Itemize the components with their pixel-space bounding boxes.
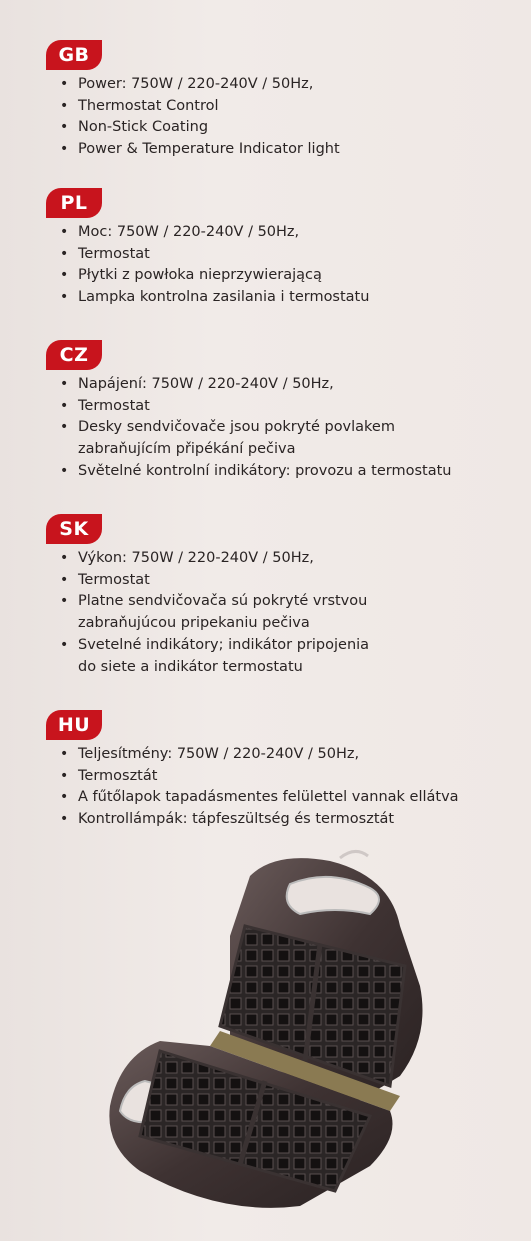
list-item: • Płytki z powłoka nieprzywierającą [60,265,520,287]
list-item: • Světelné kontrolní indikátory: provozu a termostatu [60,461,520,483]
language-badge-sk: SK [46,514,102,544]
feature-list-sk [60,548,520,678]
feature-list-gb [60,74,520,161]
feature-list-pl [60,222,520,309]
feature-list-hu [60,744,520,831]
list-item: • Non-Stick Coating [60,117,520,139]
list-item: • Thermostat Control [60,96,520,118]
list-item: • Termosztát [60,766,520,788]
list-item: • Power: 750W / 220-240V / 50Hz, [60,74,520,96]
list-item: • Termostat [60,570,520,592]
language-badge-gb: GB [46,40,102,70]
list-item: • Kontrollámpák: tápfeszültség és termosztát [60,809,520,831]
list-item: • Teljesítmény: 750W / 220-240V / 50Hz, [60,744,520,766]
list-item: • Napájení: 750W / 220-240V / 50Hz, [60,374,520,396]
list-item: • Power & Temperature Indicator light [60,139,520,161]
language-badge-cz: CZ [46,340,102,370]
list-item: • Termostat [60,244,520,266]
list-item: • Platne sendvičovača sú pokryté vrstvou zabraňujúcou pripekaniu pečiva [60,591,520,634]
list-item: • Desky sendvičovače jsou pokryté povlakem zabraňujícím připékání pečiva [60,417,520,460]
feature-list-cz [60,374,520,483]
list-item: • Lampka kontrolna zasilania i termostatu [60,287,520,309]
language-badge-hu: HU [46,710,102,740]
waffle-maker-image [100,836,460,1216]
language-badge-pl: PL [46,188,102,218]
list-item: • Moc: 750W / 220-240V / 50Hz, [60,222,520,244]
list-item: • Termostat [60,396,520,418]
list-item: • Svetelné indikátory; indikátor pripojenia do siete a indikátor termostatu [60,635,520,678]
list-item: • Výkon: 750W / 220-240V / 50Hz, [60,548,520,570]
list-item: • A fűtőlapok tapadásmentes felülettel vannak ellátva [60,787,520,809]
